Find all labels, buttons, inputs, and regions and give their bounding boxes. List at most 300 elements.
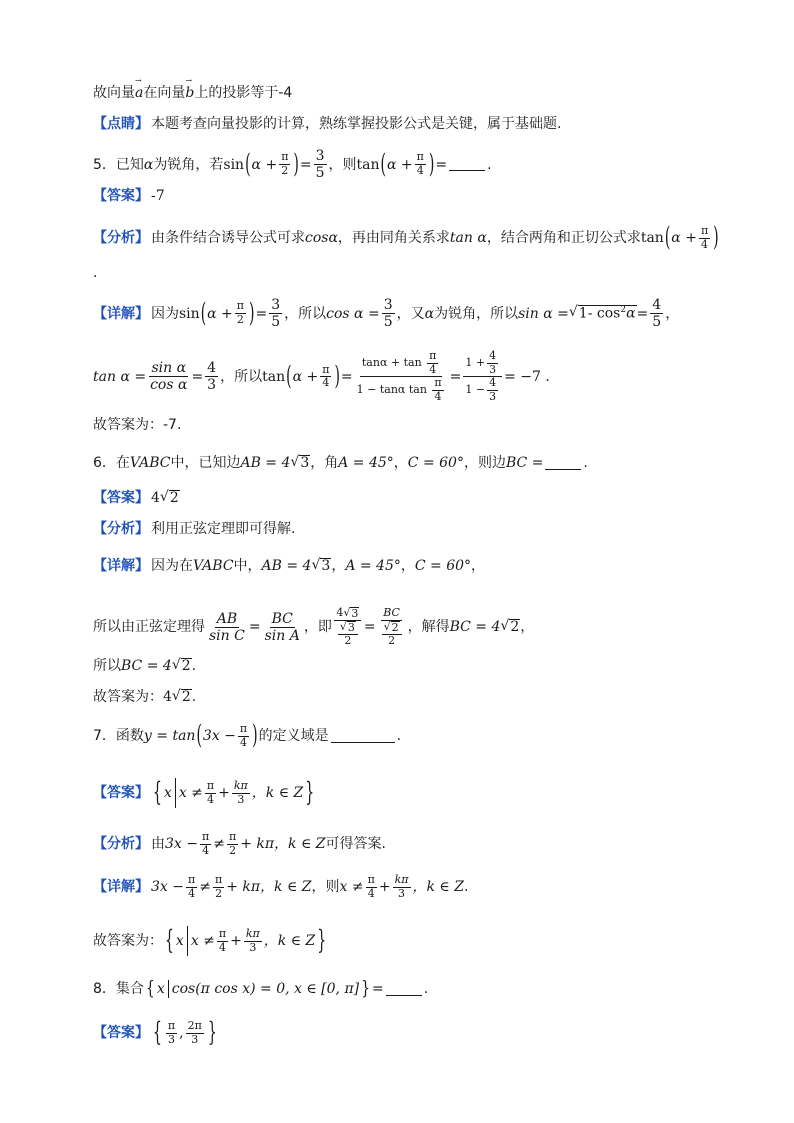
numerator: π bbox=[218, 926, 227, 940]
text: 的定义域是 bbox=[258, 728, 329, 745]
math: ，k ∈ Z bbox=[260, 879, 312, 896]
text: 所以由正弦定理得 bbox=[93, 619, 205, 636]
denominator: 4 bbox=[416, 164, 424, 178]
denominator: 4 bbox=[240, 735, 248, 749]
math: α + bbox=[251, 156, 278, 173]
text: . bbox=[191, 689, 197, 706]
sqrt: √ 3 bbox=[311, 557, 331, 574]
paren: ) bbox=[252, 720, 258, 752]
sqrt: √ 2 bbox=[159, 489, 179, 506]
question-8 bbox=[93, 980, 428, 998]
math: α + bbox=[387, 156, 413, 173]
fraction bbox=[217, 928, 228, 954]
question-number: 6．在 bbox=[93, 455, 130, 472]
sqrt: √ 3 bbox=[290, 454, 310, 471]
fraction bbox=[427, 350, 438, 376]
math: + kπ bbox=[240, 836, 275, 853]
fraction bbox=[232, 780, 250, 806]
answer-8 bbox=[93, 1017, 219, 1049]
math: ≠ bbox=[213, 836, 225, 853]
sqrt: √ 1- $\cos^2\alpha$ bbox=[568, 304, 636, 322]
numerator: 3 bbox=[315, 148, 325, 164]
math: tan α = bbox=[93, 368, 147, 385]
math: A = 45° bbox=[338, 455, 394, 472]
brace: } bbox=[305, 777, 315, 809]
denominator: 5 bbox=[383, 314, 393, 331]
brace: { bbox=[165, 925, 174, 957]
numerator bbox=[338, 621, 358, 635]
math: = bbox=[636, 305, 649, 322]
text: ，又 bbox=[396, 305, 425, 322]
denominator: 4 bbox=[322, 376, 330, 390]
numerator bbox=[334, 607, 361, 621]
answer-5 bbox=[93, 189, 165, 203]
brace: { bbox=[153, 777, 162, 809]
denominator: 4 bbox=[207, 792, 215, 806]
text: . bbox=[463, 879, 469, 896]
detail-tag: 【详解】 bbox=[93, 879, 149, 896]
fraction bbox=[200, 831, 211, 857]
math: , bbox=[179, 1025, 184, 1042]
text: 上的投影等于-4 bbox=[194, 85, 293, 101]
fraction bbox=[432, 377, 443, 403]
math: 3x − bbox=[165, 836, 198, 853]
math: tan bbox=[262, 368, 286, 385]
numerator: 3 bbox=[271, 297, 281, 313]
brace: { bbox=[153, 1017, 162, 1049]
math: x bbox=[163, 785, 172, 801]
fraction bbox=[366, 874, 377, 900]
answer-blank bbox=[386, 983, 422, 996]
math: α + bbox=[292, 368, 319, 385]
sqrt: √ 3 bbox=[343, 606, 359, 620]
fraction bbox=[213, 874, 224, 900]
text: 中， bbox=[233, 558, 262, 575]
denominator bbox=[378, 621, 406, 648]
text: . bbox=[487, 156, 492, 173]
text: ， bbox=[393, 455, 408, 472]
numerator: 4 bbox=[489, 376, 497, 390]
math: 4 bbox=[163, 689, 172, 706]
answer-text: -7 bbox=[151, 188, 165, 204]
math: α bbox=[626, 305, 636, 322]
numerator: π bbox=[434, 376, 442, 390]
question-number: 8．集合 bbox=[93, 981, 144, 997]
denominator: 3 bbox=[398, 886, 406, 900]
numerator bbox=[360, 350, 443, 377]
text: 由条件结合诱导公式可求 bbox=[151, 230, 305, 247]
text: 1 + bbox=[465, 356, 486, 370]
numerator bbox=[463, 350, 502, 377]
numerator: 4 bbox=[652, 297, 662, 313]
math: x ≠ bbox=[190, 933, 215, 949]
text: 所以 bbox=[93, 658, 121, 675]
denominator: 2 bbox=[281, 164, 289, 178]
numerator: π bbox=[367, 873, 375, 886]
text: . bbox=[396, 728, 402, 745]
text: ，所以 bbox=[284, 305, 327, 322]
paren: ( bbox=[245, 149, 251, 180]
detail-6-cont bbox=[93, 607, 534, 648]
vector-b: → b bbox=[185, 86, 194, 100]
fraction bbox=[355, 350, 448, 404]
brace: } bbox=[207, 1017, 217, 1049]
fraction bbox=[186, 1020, 204, 1046]
math: = bbox=[255, 305, 268, 322]
analysis-tag: 【分析】 bbox=[93, 230, 149, 247]
math: C = 60° bbox=[414, 558, 472, 575]
math: 3x − bbox=[202, 728, 236, 745]
radicand: 2 bbox=[391, 620, 399, 634]
text: 为锐角，若 bbox=[153, 156, 224, 173]
denominator: 4 bbox=[188, 886, 196, 900]
numerator: kπ bbox=[394, 873, 409, 886]
math: = bbox=[299, 156, 312, 173]
remark-text: 本题考查向量投影的计算，熟练掌握投影公式是关键，属于基础题. bbox=[151, 116, 562, 132]
analysis-5-end bbox=[93, 266, 97, 280]
text: 为锐角，所以 bbox=[434, 305, 519, 322]
math: + bbox=[378, 879, 391, 896]
math: C = 60° bbox=[407, 455, 464, 472]
text: 可得答案. bbox=[325, 836, 386, 853]
radicand: 3 bbox=[351, 607, 359, 620]
numerator: π bbox=[239, 722, 248, 735]
question-7 bbox=[93, 720, 402, 752]
numerator: 4 bbox=[207, 360, 217, 377]
denominator: cos α bbox=[150, 377, 188, 394]
numerator: sin α bbox=[151, 360, 187, 377]
paren: ) bbox=[249, 298, 255, 329]
brace: { bbox=[145, 978, 155, 1000]
paren: ) bbox=[713, 222, 719, 254]
radicand: 2 bbox=[181, 658, 191, 674]
numerator: BC bbox=[271, 610, 293, 627]
math: = bbox=[435, 156, 448, 173]
vector-a: → a bbox=[135, 86, 143, 100]
text: 1 − tanα tan bbox=[356, 383, 427, 397]
text: ，再由同角关系求 bbox=[337, 230, 450, 247]
fraction bbox=[487, 350, 498, 376]
radicand: 2 bbox=[510, 619, 520, 636]
text: . bbox=[93, 265, 98, 281]
analysis-tag: 【分析】 bbox=[93, 521, 149, 537]
numerator: π bbox=[281, 150, 289, 164]
fraction bbox=[320, 364, 331, 390]
math: = bbox=[372, 981, 384, 997]
numerator: kπ bbox=[245, 926, 260, 940]
fraction bbox=[650, 297, 663, 330]
denominator: 2 bbox=[344, 634, 352, 648]
math: ，k ∈ Z bbox=[412, 879, 464, 896]
brace: } bbox=[361, 978, 371, 1000]
denominator: 3 bbox=[489, 389, 497, 403]
math: = bbox=[191, 368, 204, 385]
numerator: π bbox=[228, 830, 237, 843]
fraction bbox=[235, 300, 246, 326]
denominator: 4 bbox=[429, 362, 437, 376]
text: ，则边 bbox=[463, 455, 506, 472]
math: cosα bbox=[305, 230, 338, 247]
numerator: 4 bbox=[489, 349, 497, 362]
fraction bbox=[415, 151, 426, 177]
text: ，则 bbox=[328, 156, 357, 173]
numerator: 3 bbox=[383, 297, 393, 313]
math: α + bbox=[671, 230, 697, 247]
answer-6 bbox=[93, 490, 180, 506]
math: α bbox=[143, 156, 154, 173]
text: 由 bbox=[151, 836, 165, 853]
sqrt: √ 3 bbox=[339, 620, 355, 635]
numerator: π bbox=[214, 873, 223, 886]
math: cos(π cos x) = 0, x ∈ [0, π] bbox=[171, 981, 360, 997]
math: sin bbox=[223, 156, 245, 173]
math: x bbox=[156, 981, 165, 997]
math: tan bbox=[640, 230, 664, 247]
math: AB = 4 bbox=[240, 455, 291, 472]
final-5 bbox=[93, 418, 181, 432]
detail-6 bbox=[93, 558, 485, 574]
question-number: 5．已知 bbox=[93, 156, 144, 173]
math: = bbox=[449, 368, 462, 385]
text: ， bbox=[331, 558, 346, 575]
math: 3x − bbox=[151, 879, 184, 896]
math: VABC bbox=[193, 558, 234, 575]
math: BC = 4 bbox=[449, 619, 501, 636]
fraction bbox=[463, 350, 502, 404]
answer-7 bbox=[93, 778, 316, 808]
detail-6-result bbox=[93, 658, 196, 674]
denominator: 5 bbox=[271, 314, 281, 331]
math: + kπ bbox=[226, 879, 261, 896]
math: tan bbox=[356, 156, 380, 173]
fraction bbox=[227, 831, 238, 857]
fraction bbox=[207, 611, 247, 644]
denominator: 2 bbox=[215, 886, 223, 900]
math: BC = 4 bbox=[121, 658, 172, 675]
set-bar bbox=[168, 980, 169, 998]
paren: ( bbox=[286, 361, 292, 392]
math: ，k ∈ Z bbox=[263, 933, 316, 949]
fraction bbox=[487, 377, 498, 403]
denominator: 2 bbox=[236, 313, 244, 327]
text: tanα + tan bbox=[361, 356, 422, 370]
math: ，k ∈ Z bbox=[274, 836, 326, 853]
numerator: AB bbox=[216, 610, 238, 627]
fraction bbox=[269, 297, 282, 330]
radicand: 2 bbox=[169, 490, 179, 506]
numerator: BC bbox=[383, 606, 400, 620]
fraction bbox=[338, 621, 358, 648]
paren: ) bbox=[334, 361, 340, 392]
text: 故答案为： bbox=[93, 689, 163, 706]
numerator bbox=[382, 621, 402, 635]
paren: ) bbox=[293, 149, 299, 180]
text: 1 − bbox=[465, 383, 486, 397]
denominator: sin C bbox=[209, 627, 245, 644]
math: BC = bbox=[505, 455, 544, 472]
set-bar bbox=[187, 926, 188, 956]
radicand: 1- cos bbox=[578, 305, 621, 322]
radicand: 3 bbox=[347, 621, 355, 635]
math: ≠ bbox=[199, 879, 211, 896]
fraction bbox=[186, 874, 197, 900]
text: 在向量 bbox=[143, 85, 186, 101]
fraction bbox=[382, 621, 402, 648]
text: . bbox=[191, 658, 197, 675]
question-5 bbox=[93, 148, 492, 181]
answer-tag: 【答案】 bbox=[93, 785, 149, 801]
denominator: 2 bbox=[388, 633, 396, 647]
math: 4 bbox=[151, 490, 160, 507]
fraction bbox=[279, 151, 290, 177]
analysis-7 bbox=[93, 831, 386, 857]
math: ，k ∈ Z bbox=[251, 785, 304, 801]
answer-tag: 【答案】 bbox=[93, 1025, 149, 1042]
sqrt: √ 2 bbox=[383, 619, 399, 634]
answer-blank bbox=[545, 457, 581, 470]
radicand: 3 bbox=[321, 558, 331, 574]
numerator: π bbox=[429, 349, 437, 362]
paren: ( bbox=[200, 298, 207, 329]
brace: } bbox=[317, 925, 327, 957]
denominator: 5 bbox=[315, 165, 325, 182]
numerator: π bbox=[167, 1019, 176, 1032]
numerator: π bbox=[416, 150, 424, 164]
text: ，结合两角和正切公式求 bbox=[486, 230, 641, 247]
detail-7 bbox=[93, 874, 468, 900]
text: ，即 bbox=[303, 619, 332, 636]
text: 故答案为：-7. bbox=[93, 417, 182, 433]
numerator: π bbox=[322, 362, 330, 376]
text: 因为 bbox=[151, 305, 179, 322]
math: x bbox=[175, 933, 184, 949]
fraction bbox=[314, 148, 327, 181]
text: ，解得 bbox=[407, 619, 450, 636]
numerator: π bbox=[206, 778, 215, 792]
answer-tag: 【答案】 bbox=[93, 188, 149, 204]
remark-line bbox=[93, 117, 561, 131]
math: VABC bbox=[129, 455, 171, 472]
text: ， bbox=[400, 558, 415, 575]
denominator: 3 bbox=[168, 1032, 176, 1046]
math: y = tan bbox=[143, 728, 196, 745]
denominator bbox=[355, 377, 448, 403]
fraction bbox=[393, 874, 411, 900]
denominator: 2 bbox=[229, 843, 237, 857]
set-bar bbox=[175, 778, 176, 808]
text: . bbox=[583, 455, 588, 472]
fraction bbox=[205, 360, 218, 393]
numerator: kπ bbox=[233, 778, 248, 792]
paren: ( bbox=[196, 720, 202, 752]
sqrt: √ 2 bbox=[171, 688, 191, 705]
denominator: 4 bbox=[434, 389, 442, 403]
projection-conclusion bbox=[93, 86, 292, 100]
math: x ≠ bbox=[339, 879, 364, 896]
detail-tag: 【详解】 bbox=[93, 558, 149, 575]
denominator: 3 bbox=[249, 940, 257, 954]
text: ， bbox=[665, 305, 680, 322]
math: sin bbox=[179, 305, 200, 322]
fraction bbox=[378, 607, 406, 647]
final-7 bbox=[93, 926, 328, 956]
final-6 bbox=[93, 689, 196, 705]
exponent: 2 bbox=[620, 305, 627, 316]
denominator: 3 bbox=[489, 362, 497, 376]
denominator: 4 bbox=[202, 843, 210, 857]
math: sin α = bbox=[518, 305, 569, 322]
numerator: 2π bbox=[187, 1019, 202, 1032]
answer-tag: 【答案】 bbox=[93, 490, 149, 507]
question-number: 7．函数 bbox=[93, 728, 144, 745]
math: = −7 . bbox=[504, 368, 550, 385]
text: 利用正弦定理即可得解. bbox=[151, 521, 296, 537]
math: tan α bbox=[449, 230, 487, 247]
denominator: 3 bbox=[237, 792, 245, 806]
math: + bbox=[218, 785, 230, 801]
text: ，则 bbox=[311, 879, 340, 896]
fraction bbox=[166, 1020, 177, 1046]
text: 故答案为： bbox=[93, 933, 163, 949]
denominator: sin A bbox=[264, 627, 300, 644]
fraction bbox=[148, 360, 189, 393]
math: α + bbox=[207, 305, 233, 322]
radicand: 3 bbox=[300, 455, 310, 471]
numerator: π bbox=[236, 299, 245, 313]
analysis-6 bbox=[93, 522, 295, 536]
paren: ) bbox=[428, 149, 435, 180]
text: ， bbox=[520, 619, 535, 636]
answer-blank bbox=[449, 158, 485, 171]
text: . bbox=[423, 981, 429, 997]
fraction bbox=[699, 225, 710, 251]
text: ，角 bbox=[310, 455, 339, 472]
question-6 bbox=[93, 455, 588, 471]
answer-blank bbox=[331, 730, 395, 743]
denominator: 4 bbox=[701, 237, 709, 251]
math: cos α = bbox=[326, 305, 380, 322]
math: = bbox=[248, 619, 261, 636]
detail-5 bbox=[93, 297, 679, 330]
radicand: 2 bbox=[181, 689, 191, 705]
analysis-5 bbox=[93, 222, 720, 254]
fraction bbox=[244, 928, 262, 954]
math: AB = 4 bbox=[261, 558, 312, 575]
numerator: π bbox=[201, 830, 210, 843]
denominator: 4 bbox=[219, 940, 227, 954]
paren: ( bbox=[664, 222, 671, 254]
math: + bbox=[230, 933, 242, 949]
analysis-tag: 【分析】 bbox=[93, 836, 149, 853]
denominator: 5 bbox=[652, 314, 662, 331]
math: A = 45° bbox=[345, 558, 401, 575]
text: ， bbox=[471, 558, 486, 575]
detail-tag: 【详解】 bbox=[93, 305, 149, 322]
text: ，所以 bbox=[220, 368, 263, 385]
text: 因为在 bbox=[151, 558, 193, 575]
math: α bbox=[424, 305, 435, 322]
detail-5-cont bbox=[93, 350, 550, 404]
fraction bbox=[382, 297, 395, 330]
fraction bbox=[263, 611, 302, 644]
sqrt: √ 2 bbox=[500, 618, 520, 636]
math: = bbox=[340, 368, 353, 385]
text: 故向量 bbox=[93, 85, 135, 101]
denominator: 4 bbox=[367, 886, 375, 900]
fraction bbox=[238, 723, 249, 749]
remark-tag: 【点睛】 bbox=[93, 116, 149, 132]
fraction bbox=[205, 780, 216, 806]
